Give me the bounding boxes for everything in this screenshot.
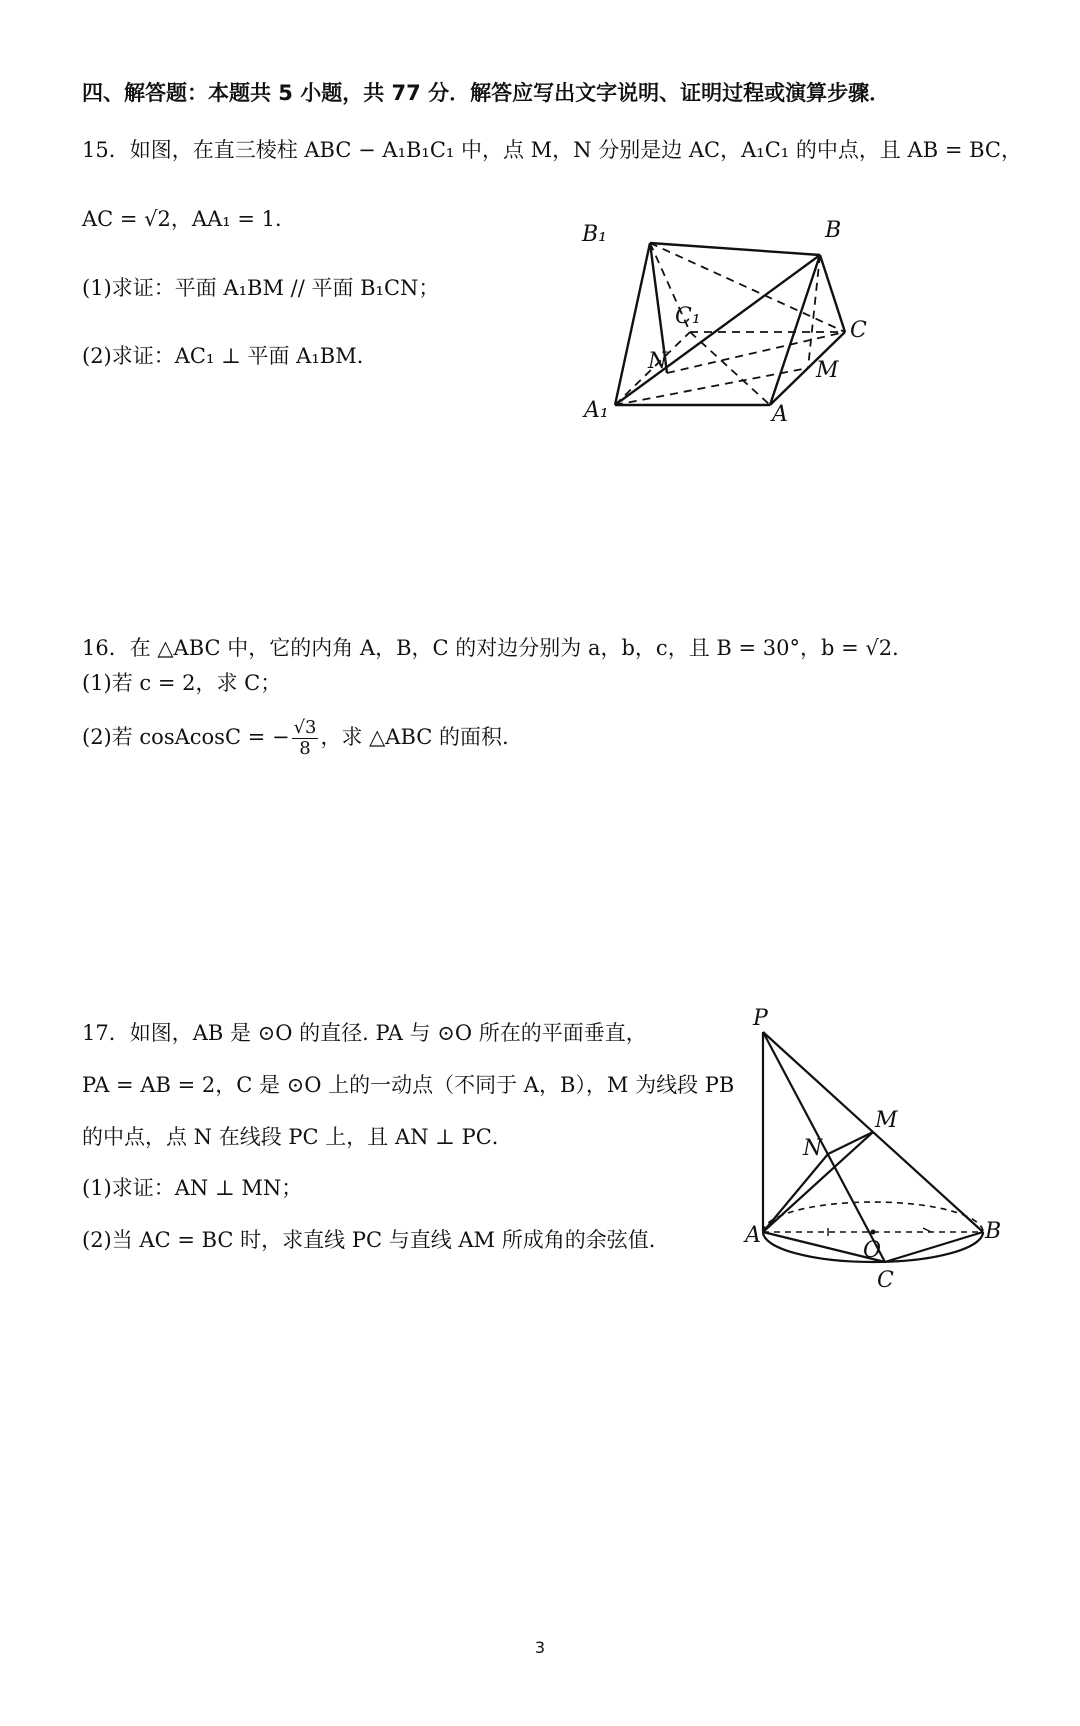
section-title: 四、解答题：本题共 5 小题，共 77 分．解答应写出文字说明、证明过程或演算步骤． (82, 81, 891, 105)
q17-part2: (2)当 AC = BC 时，求直线 PC 与直线 AM 所成角的余弦值. (82, 1228, 656, 1252)
q17-line3: 的中点，点 N 在线段 PC 上，且 AN ⊥ PC． (82, 1125, 513, 1149)
segment-a1-b (615, 255, 820, 405)
page-number: 3 (534, 1638, 546, 1657)
tick-mark-ob (923, 1228, 931, 1232)
label-a: A (772, 402, 788, 427)
q16-part1: (1)若 c = 2，求 C； (82, 671, 282, 695)
q15-part1: (1)求证：平面 A₁BM // 平面 B₁CN； (82, 276, 440, 300)
label-b1-letter: B₁ (582, 222, 607, 247)
label-n: N (648, 349, 668, 374)
label-c: C (877, 1268, 894, 1293)
label-p: P (753, 1006, 768, 1031)
q15-prism-figure (580, 218, 880, 427)
label-b: B (825, 218, 842, 243)
segment-p-c (763, 1032, 885, 1262)
label-a1: A₁ (584, 398, 609, 423)
q16-part2-suffix: ，求 △ABC 的面积. (320, 725, 509, 749)
q16-line1: 16．在 △ABC 中，它的内角 A，B，C 的对边分别为 a，b，c，且 B = 30°，b = √2． (82, 636, 914, 660)
label-o: O (863, 1238, 882, 1263)
label-m: M (875, 1108, 898, 1133)
q16-part2-prefix: (2)若 cosAcosC = − (82, 725, 290, 749)
q15-line2: AC = √2，AA₁ = 1． (82, 207, 296, 231)
label-a: A (745, 1223, 761, 1248)
fraction-denominator: 8 (299, 738, 311, 759)
circle-back-arc (763, 1202, 983, 1232)
label-c: C (850, 318, 867, 343)
q15-part2: (2)求证：AC₁ ⊥ 平面 A₁BM． (82, 344, 378, 368)
label-m: M (816, 358, 839, 383)
label-c1: C₁ (675, 304, 701, 329)
center-point-o (871, 1230, 876, 1235)
hidden-a1-m (615, 368, 808, 405)
edge-b1-b (650, 243, 820, 255)
q17-cone-figure (745, 1005, 1002, 1295)
q15-line1: 15．如图，在直三棱柱 ABC − A₁B₁C₁ 中，点 M，N 分别是边 AC，A₁C₁ 的中点，且 AB = BC， (82, 138, 1022, 162)
q16-part2 (82, 715, 509, 759)
edge-b-c (820, 255, 845, 332)
q17-part1: (1)求证：AN ⊥ MN； (82, 1176, 303, 1200)
segment-n-m (828, 1132, 873, 1154)
q17-line1: 17．如图，AB 是 ⊙O 的直径. PA 与 ⊙O 所在的平面垂直， (82, 1021, 647, 1045)
label-n: N (803, 1136, 823, 1161)
edge-b1-a1 (615, 243, 650, 405)
hidden-c1-a (690, 332, 770, 405)
fraction (292, 718, 319, 759)
q17-line2: PA = AB = 2，C 是 ⊙O 上的一动点（不同于 A，B），M 为线段 PB (82, 1073, 735, 1097)
fraction-numerator: √3 (293, 717, 317, 738)
label-b: B (985, 1219, 1002, 1244)
